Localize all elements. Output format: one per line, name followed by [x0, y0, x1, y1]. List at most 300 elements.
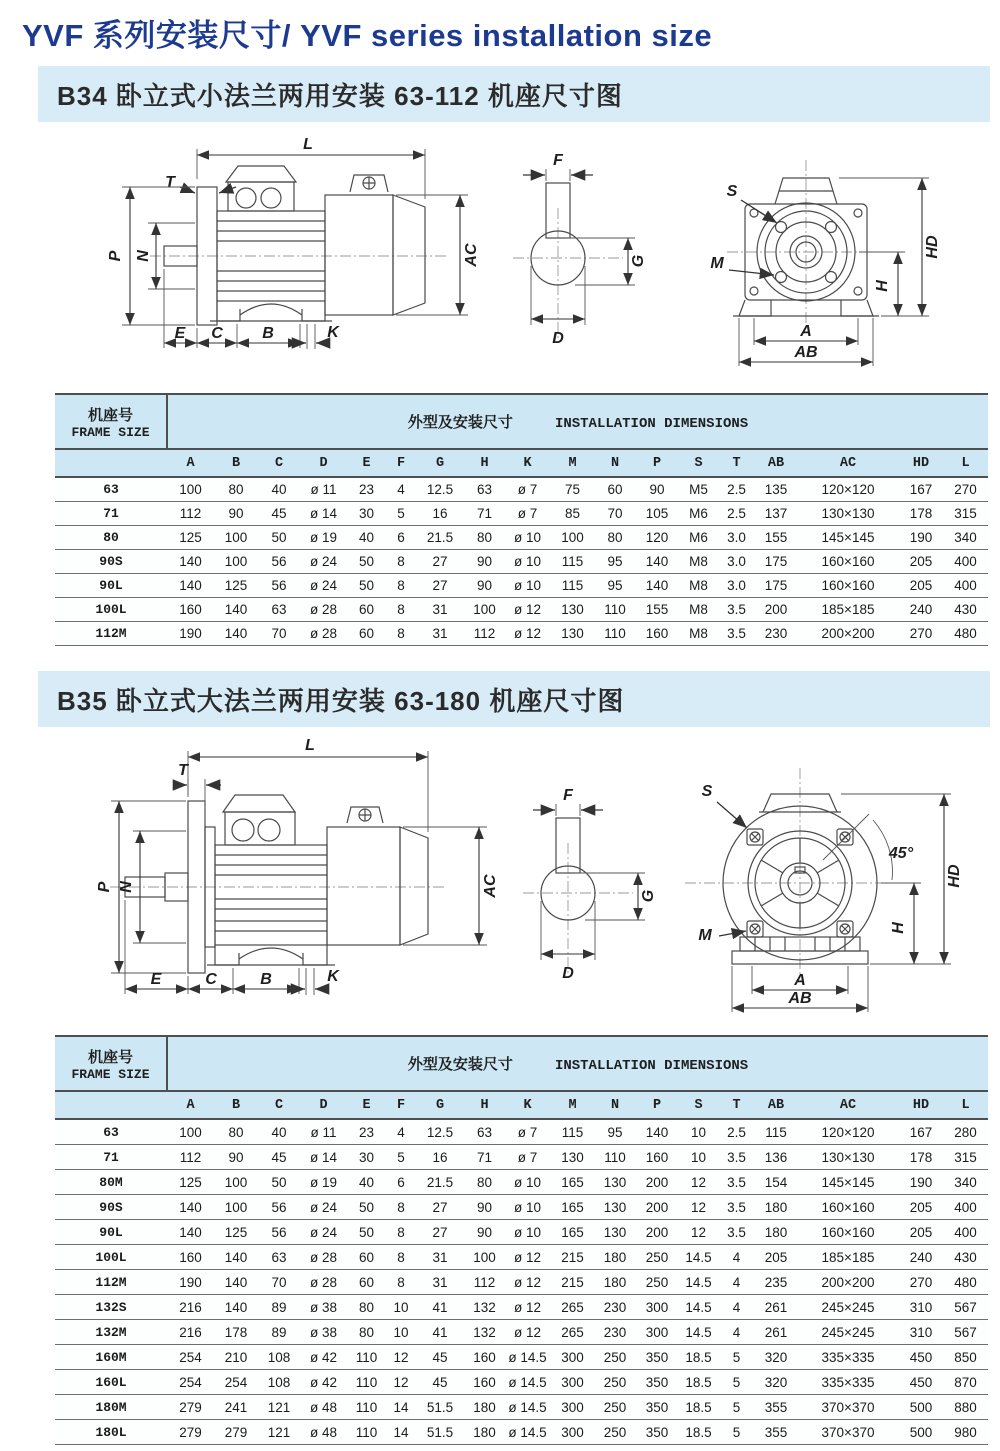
- value-cell-P: 200: [635, 1220, 679, 1245]
- value-cell-F: 14: [386, 1420, 416, 1445]
- dim-label-AC: AC: [482, 874, 499, 898]
- column-header-L: L: [943, 1091, 988, 1119]
- frame-size-header-zh: 机座号: [87, 1048, 133, 1066]
- value-cell-B: 100: [214, 1170, 258, 1195]
- value-cell-AC: 160×160: [797, 1195, 899, 1220]
- frame-cell: 100L: [55, 598, 167, 622]
- value-cell-P: 105: [635, 502, 679, 526]
- value-cell-N: 230: [595, 1320, 635, 1345]
- frame-cell: 132S: [55, 1295, 167, 1320]
- value-cell-B: 178: [214, 1320, 258, 1345]
- value-cell-A: 100: [167, 477, 214, 502]
- dim-label-P: P: [96, 881, 113, 893]
- value-cell-P: 200: [635, 1170, 679, 1195]
- value-cell-E: 110: [347, 1370, 386, 1395]
- value-cell-HD: 190: [899, 526, 943, 550]
- value-cell-S: 14.5: [679, 1245, 718, 1270]
- value-cell-P: 200: [635, 1195, 679, 1220]
- value-cell-G: 27: [416, 1220, 464, 1245]
- value-cell-N: 180: [595, 1270, 635, 1295]
- value-cell-D: ø 24: [300, 550, 347, 574]
- value-cell-M: 165: [550, 1170, 595, 1195]
- value-cell-T: 3.5: [718, 1170, 755, 1195]
- frame-cell: 90L: [55, 574, 167, 598]
- value-cell-AC: 185×185: [797, 598, 899, 622]
- value-cell-N: 250: [595, 1370, 635, 1395]
- value-cell-AB: 180: [755, 1220, 797, 1245]
- value-cell-B: 100: [214, 526, 258, 550]
- b35-dimensions-table: [55, 1035, 988, 1445]
- frame-cell: 90S: [55, 550, 167, 574]
- value-cell-T: 4: [718, 1270, 755, 1295]
- value-cell-H: 112: [464, 622, 505, 646]
- table-row: [55, 1220, 988, 1245]
- column-header-AB: AB: [755, 449, 797, 477]
- frame-cell: 112M: [55, 622, 167, 646]
- column-header-K: K: [505, 1091, 550, 1119]
- value-cell-G: 27: [416, 550, 464, 574]
- value-cell-D: ø 38: [300, 1295, 347, 1320]
- value-cell-E: 30: [347, 1145, 386, 1170]
- value-cell-B: 279: [214, 1420, 258, 1445]
- value-cell-N: 95: [595, 1119, 635, 1145]
- value-cell-A: 140: [167, 550, 214, 574]
- value-cell-G: 51.5: [416, 1395, 464, 1420]
- value-cell-T: 5: [718, 1370, 755, 1395]
- value-cell-H: 63: [464, 1119, 505, 1145]
- value-cell-C: 108: [258, 1370, 300, 1395]
- value-cell-C: 63: [258, 598, 300, 622]
- value-cell-AC: 130×130: [797, 1145, 899, 1170]
- value-cell-K: ø 10: [505, 574, 550, 598]
- value-cell-B: 90: [214, 502, 258, 526]
- value-cell-P: 350: [635, 1420, 679, 1445]
- value-cell-K: ø 7: [505, 1145, 550, 1170]
- value-cell-A: 160: [167, 1245, 214, 1270]
- value-cell-H: 180: [464, 1420, 505, 1445]
- value-cell-H: 100: [464, 1245, 505, 1270]
- value-cell-T: 3.5: [718, 1145, 755, 1170]
- value-cell-G: 21.5: [416, 1170, 464, 1195]
- column-header-S: S: [679, 1091, 718, 1119]
- value-cell-E: 110: [347, 1420, 386, 1445]
- value-cell-HD: 167: [899, 477, 943, 502]
- value-cell-A: 279: [167, 1420, 214, 1445]
- value-cell-S: 10: [679, 1145, 718, 1170]
- value-cell-HD: 240: [899, 1245, 943, 1270]
- value-cell-HD: 178: [899, 502, 943, 526]
- value-cell-H: 160: [464, 1370, 505, 1395]
- value-cell-AB: 175: [755, 574, 797, 598]
- value-cell-AB: 155: [755, 526, 797, 550]
- column-header-HD: HD: [899, 1091, 943, 1119]
- section-b34-heading-bar: [38, 66, 990, 122]
- table-row: [55, 1145, 988, 1170]
- value-cell-AB: 355: [755, 1420, 797, 1445]
- value-cell-P: 350: [635, 1395, 679, 1420]
- value-cell-S: 14.5: [679, 1270, 718, 1295]
- column-header-AC: AC: [797, 449, 899, 477]
- value-cell-N: 80: [595, 526, 635, 550]
- value-cell-T: 2.5: [718, 1119, 755, 1145]
- value-cell-K: ø 12: [505, 1270, 550, 1295]
- value-cell-B: 125: [214, 574, 258, 598]
- installation-dimensions-zh: 外型及安装尺寸: [407, 414, 513, 431]
- value-cell-AB: 261: [755, 1295, 797, 1320]
- frame-size-header-zh: 机座号: [87, 406, 133, 424]
- value-cell-H: 132: [464, 1295, 505, 1320]
- value-cell-F: 10: [386, 1295, 416, 1320]
- dim-label-N: N: [135, 250, 152, 262]
- installation-dimensions-zh: 外型及安装尺寸: [407, 1056, 513, 1073]
- dim-label-L: L: [303, 136, 313, 153]
- column-header-E: E: [347, 1091, 386, 1119]
- value-cell-AC: 335×335: [797, 1345, 899, 1370]
- value-cell-HD: 240: [899, 598, 943, 622]
- value-cell-F: 8: [386, 550, 416, 574]
- value-cell-C: 121: [258, 1420, 300, 1445]
- table-row: [55, 1395, 988, 1420]
- value-cell-M: 115: [550, 550, 595, 574]
- value-cell-D: ø 28: [300, 1245, 347, 1270]
- value-cell-C: 89: [258, 1295, 300, 1320]
- value-cell-L: 430: [943, 598, 988, 622]
- value-cell-B: 140: [214, 622, 258, 646]
- value-cell-S: M8: [679, 598, 718, 622]
- value-cell-HD: 450: [899, 1370, 943, 1395]
- value-cell-G: 16: [416, 502, 464, 526]
- value-cell-P: 160: [635, 1145, 679, 1170]
- table-row: [55, 526, 988, 550]
- value-cell-T: 4: [718, 1245, 755, 1270]
- value-cell-AC: 130×130: [797, 502, 899, 526]
- value-cell-P: 250: [635, 1245, 679, 1270]
- table-row: [55, 1170, 988, 1195]
- value-cell-D: ø 48: [300, 1395, 347, 1420]
- value-cell-S: M6: [679, 502, 718, 526]
- value-cell-G: 27: [416, 1195, 464, 1220]
- value-cell-N: 230: [595, 1295, 635, 1320]
- value-cell-T: 5: [718, 1345, 755, 1370]
- value-cell-D: ø 42: [300, 1345, 347, 1370]
- value-cell-D: ø 28: [300, 1270, 347, 1295]
- value-cell-H: 160: [464, 1345, 505, 1370]
- column-header-P: P: [635, 1091, 679, 1119]
- value-cell-L: 400: [943, 574, 988, 598]
- b35-front-view-drawing: [655, 758, 1000, 1020]
- value-cell-F: 10: [386, 1320, 416, 1345]
- value-cell-AC: 370×370: [797, 1395, 899, 1420]
- column-header-D: D: [300, 449, 347, 477]
- dim-label-S: S: [726, 183, 738, 200]
- column-header-AC: AC: [797, 1091, 899, 1119]
- value-cell-A: 112: [167, 502, 214, 526]
- value-cell-L: 400: [943, 1220, 988, 1245]
- value-cell-S: 14.5: [679, 1295, 718, 1320]
- value-cell-S: 14.5: [679, 1320, 718, 1345]
- value-cell-A: 190: [167, 1270, 214, 1295]
- value-cell-L: 567: [943, 1295, 988, 1320]
- table-row: [55, 1270, 988, 1295]
- value-cell-G: 21.5: [416, 526, 464, 550]
- value-cell-HD: 178: [899, 1145, 943, 1170]
- value-cell-AB: 154: [755, 1170, 797, 1195]
- value-cell-D: ø 28: [300, 598, 347, 622]
- value-cell-AB: 320: [755, 1345, 797, 1370]
- column-letters-row: [55, 1091, 988, 1119]
- table-row: [55, 550, 988, 574]
- value-cell-E: 50: [347, 1220, 386, 1245]
- value-cell-AC: 160×160: [797, 1220, 899, 1245]
- value-cell-S: M8: [679, 574, 718, 598]
- installation-dimensions-header: [167, 1036, 988, 1091]
- value-cell-B: 140: [214, 1295, 258, 1320]
- value-cell-D: ø 19: [300, 1170, 347, 1195]
- value-cell-AC: 245×245: [797, 1295, 899, 1320]
- value-cell-N: 95: [595, 550, 635, 574]
- value-cell-F: 8: [386, 1220, 416, 1245]
- value-cell-K: ø 14.5: [505, 1370, 550, 1395]
- dim-label-K: K: [327, 324, 339, 341]
- value-cell-F: 12: [386, 1345, 416, 1370]
- value-cell-AB: 136: [755, 1145, 797, 1170]
- value-cell-HD: 205: [899, 574, 943, 598]
- b34-side-view-drawing: [100, 135, 490, 363]
- frame-cell: 180L: [55, 1420, 167, 1445]
- value-cell-M: 165: [550, 1195, 595, 1220]
- value-cell-L: 270: [943, 477, 988, 502]
- value-cell-E: 50: [347, 550, 386, 574]
- value-cell-D: ø 24: [300, 1195, 347, 1220]
- value-cell-F: 5: [386, 502, 416, 526]
- value-cell-N: 180: [595, 1245, 635, 1270]
- value-cell-F: 4: [386, 1119, 416, 1145]
- value-cell-B: 140: [214, 598, 258, 622]
- frame-cell: 132M: [55, 1320, 167, 1345]
- value-cell-F: 4: [386, 477, 416, 502]
- column-header-HD: HD: [899, 449, 943, 477]
- value-cell-AC: 200×200: [797, 622, 899, 646]
- value-cell-F: 8: [386, 1270, 416, 1295]
- value-cell-K: ø 12: [505, 598, 550, 622]
- dim-label-K: K: [327, 968, 339, 985]
- value-cell-D: ø 42: [300, 1370, 347, 1395]
- value-cell-P: 90: [635, 477, 679, 502]
- value-cell-H: 71: [464, 502, 505, 526]
- dim-label-H: H: [890, 922, 907, 934]
- value-cell-AC: 120×120: [797, 477, 899, 502]
- value-cell-E: 23: [347, 1119, 386, 1145]
- value-cell-L: 980: [943, 1420, 988, 1445]
- value-cell-E: 80: [347, 1295, 386, 1320]
- value-cell-N: 70: [595, 502, 635, 526]
- value-cell-M: 115: [550, 574, 595, 598]
- value-cell-C: 70: [258, 1270, 300, 1295]
- table-row: [55, 477, 988, 502]
- dim-label-D: D: [552, 330, 564, 347]
- frame-cell: 90L: [55, 1220, 167, 1245]
- column-header-blank: [55, 449, 167, 477]
- value-cell-T: 3.0: [718, 574, 755, 598]
- installation-dimensions-en: INSTALLATION DIMENSIONS: [554, 1058, 749, 1074]
- dim-label-T: T: [165, 174, 175, 191]
- dim-label-G: G: [630, 254, 647, 268]
- dim-label-A: A: [800, 323, 812, 340]
- value-cell-L: 315: [943, 1145, 988, 1170]
- frame-cell: 63: [55, 1119, 167, 1145]
- value-cell-C: 108: [258, 1345, 300, 1370]
- frame-cell: 112M: [55, 1270, 167, 1295]
- value-cell-HD: 167: [899, 1119, 943, 1145]
- value-cell-H: 112: [464, 1270, 505, 1295]
- column-header-B: B: [214, 449, 258, 477]
- value-cell-HD: 205: [899, 1195, 943, 1220]
- frame-cell: 71: [55, 502, 167, 526]
- value-cell-H: 90: [464, 550, 505, 574]
- value-cell-F: 8: [386, 622, 416, 646]
- section-b35-heading: B35 卧立式大法兰两用安装 63-180 机座尺寸图: [57, 685, 625, 716]
- value-cell-D: ø 24: [300, 574, 347, 598]
- value-cell-P: 140: [635, 1119, 679, 1145]
- value-cell-K: ø 12: [505, 1295, 550, 1320]
- value-cell-C: 56: [258, 1195, 300, 1220]
- value-cell-B: 80: [214, 477, 258, 502]
- b35-side-view-drawing: [85, 735, 515, 1010]
- b35-shaft-section-drawing: [515, 788, 665, 986]
- table-row: [55, 1370, 988, 1395]
- dim-label-F: F: [563, 787, 573, 804]
- value-cell-F: 6: [386, 526, 416, 550]
- table-row: [55, 1195, 988, 1220]
- table-row: [55, 574, 988, 598]
- value-cell-AB: 180: [755, 1195, 797, 1220]
- table-row: [55, 1119, 988, 1145]
- value-cell-AB: 320: [755, 1370, 797, 1395]
- dim-label-M: M: [698, 927, 712, 944]
- value-cell-P: 160: [635, 622, 679, 646]
- dim-label-C: C: [205, 971, 217, 988]
- value-cell-E: 40: [347, 526, 386, 550]
- value-cell-H: 80: [464, 526, 505, 550]
- value-cell-F: 8: [386, 1245, 416, 1270]
- value-cell-L: 400: [943, 550, 988, 574]
- column-header-H: H: [464, 449, 505, 477]
- column-header-L: L: [943, 449, 988, 477]
- value-cell-A: 112: [167, 1145, 214, 1170]
- value-cell-B: 100: [214, 1195, 258, 1220]
- value-cell-E: 110: [347, 1395, 386, 1420]
- table-row: [55, 622, 988, 646]
- value-cell-B: 90: [214, 1145, 258, 1170]
- value-cell-B: 125: [214, 1220, 258, 1245]
- value-cell-A: 254: [167, 1370, 214, 1395]
- value-cell-D: ø 24: [300, 1220, 347, 1245]
- value-cell-T: 2.5: [718, 477, 755, 502]
- value-cell-H: 90: [464, 574, 505, 598]
- column-header-blank: [55, 1091, 167, 1119]
- value-cell-D: ø 38: [300, 1320, 347, 1345]
- value-cell-A: 216: [167, 1295, 214, 1320]
- value-cell-L: 870: [943, 1370, 988, 1395]
- value-cell-B: 140: [214, 1270, 258, 1295]
- value-cell-AB: 137: [755, 502, 797, 526]
- value-cell-D: ø 48: [300, 1420, 347, 1445]
- value-cell-AB: 230: [755, 622, 797, 646]
- value-cell-M: 265: [550, 1320, 595, 1345]
- value-cell-C: 63: [258, 1245, 300, 1270]
- value-cell-S: 18.5: [679, 1345, 718, 1370]
- value-cell-N: 130: [595, 1195, 635, 1220]
- value-cell-N: 110: [595, 622, 635, 646]
- value-cell-AB: 200: [755, 598, 797, 622]
- installation-dimensions-en: INSTALLATION DIMENSIONS: [554, 416, 749, 432]
- column-header-F: F: [386, 1091, 416, 1119]
- value-cell-E: 60: [347, 1245, 386, 1270]
- header-row: [55, 1036, 988, 1091]
- value-cell-K: ø 14.5: [505, 1345, 550, 1370]
- value-cell-AB: 135: [755, 477, 797, 502]
- value-cell-E: 80: [347, 1320, 386, 1345]
- value-cell-T: 3.5: [718, 622, 755, 646]
- table-row: [55, 1420, 988, 1445]
- value-cell-C: 89: [258, 1320, 300, 1345]
- value-cell-AC: 200×200: [797, 1270, 899, 1295]
- value-cell-H: 71: [464, 1145, 505, 1170]
- column-header-A: A: [167, 449, 214, 477]
- value-cell-E: 60: [347, 598, 386, 622]
- value-cell-HD: 310: [899, 1320, 943, 1345]
- column-header-N: N: [595, 1091, 635, 1119]
- value-cell-F: 8: [386, 574, 416, 598]
- column-header-AB: AB: [755, 1091, 797, 1119]
- value-cell-T: 3.0: [718, 550, 755, 574]
- page-title: YVF 系列安装尺寸/ YVF series installation size: [22, 18, 713, 53]
- value-cell-B: 210: [214, 1345, 258, 1370]
- value-cell-K: ø 7: [505, 1119, 550, 1145]
- column-header-A: A: [167, 1091, 214, 1119]
- value-cell-G: 16: [416, 1145, 464, 1170]
- value-cell-F: 8: [386, 1195, 416, 1220]
- value-cell-H: 180: [464, 1395, 505, 1420]
- value-cell-E: 60: [347, 1270, 386, 1295]
- value-cell-C: 56: [258, 574, 300, 598]
- value-cell-AC: 145×145: [797, 526, 899, 550]
- column-header-H: H: [464, 1091, 505, 1119]
- value-cell-HD: 500: [899, 1420, 943, 1445]
- section-b35-heading-bar: [38, 671, 990, 727]
- frame-size-header-en: FRAME SIZE: [71, 1066, 150, 1082]
- value-cell-S: 12: [679, 1220, 718, 1245]
- value-cell-D: ø 19: [300, 526, 347, 550]
- value-cell-B: 254: [214, 1370, 258, 1395]
- value-cell-D: ø 14: [300, 502, 347, 526]
- column-header-B: B: [214, 1091, 258, 1119]
- value-cell-M: 265: [550, 1295, 595, 1320]
- column-header-K: K: [505, 449, 550, 477]
- value-cell-K: ø 12: [505, 1245, 550, 1270]
- value-cell-M: 85: [550, 502, 595, 526]
- installation-dimensions-header: [167, 394, 988, 449]
- dim-label-S: S: [701, 783, 713, 800]
- column-header-P: P: [635, 449, 679, 477]
- value-cell-S: 18.5: [679, 1395, 718, 1420]
- value-cell-G: 51.5: [416, 1420, 464, 1445]
- value-cell-AC: 370×370: [797, 1420, 899, 1445]
- value-cell-M: 300: [550, 1370, 595, 1395]
- value-cell-D: ø 11: [300, 1119, 347, 1145]
- dim-label-HD: HD: [924, 235, 941, 259]
- value-cell-L: 280: [943, 1119, 988, 1145]
